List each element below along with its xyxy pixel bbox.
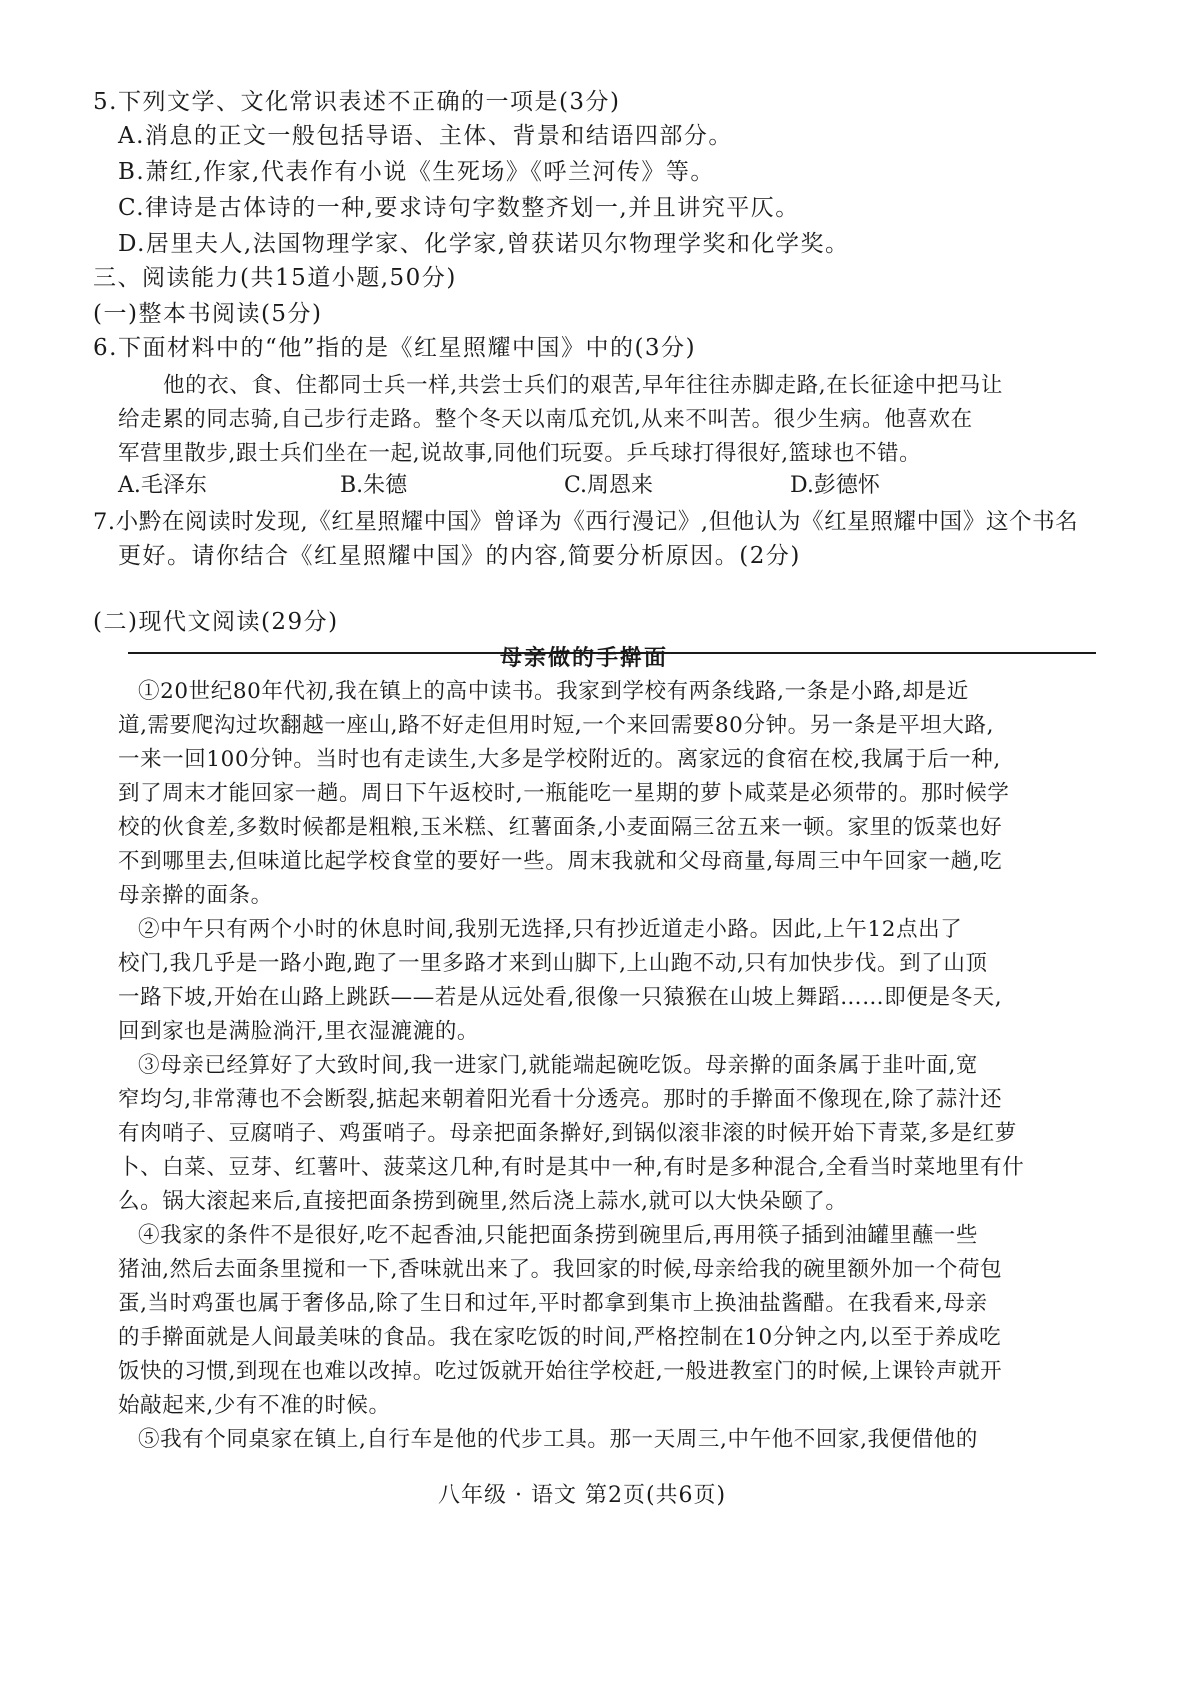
article-line: ⑤我有个同桌家在镇上,自行车是他的代步工具。那一天周三,中午他不回家,我便借他的 — [138, 1427, 979, 1452]
q5-option-a: A.消息的正文一般包括导语、主体、背景和结语四部分。 — [118, 123, 733, 149]
article-line: 回到家也是满脸淌汗,里衣湿漉漉的。 — [118, 1019, 480, 1044]
q6-option-b: B.朱德 — [340, 473, 408, 498]
article-line: 卜、白菜、豆芽、红薯叶、菠菜这几种,有时是其中一种,有时是多种混合,全看当时菜地里有什 — [118, 1155, 1025, 1180]
article-line: 的手擀面就是人间最美味的食品。我在家吃饭的时间,严格控制在10分钟之内,以至于养成吃 — [118, 1325, 1002, 1350]
article-title: 母亲做的手擀面 — [500, 645, 669, 671]
article-line: 母亲擀的面条。 — [118, 883, 273, 908]
q7-line: 7.小黔在阅读时发现,《红星照耀中国》曾译为《西行漫记》,但他认为《红星照耀中国》这个书名 — [93, 509, 1079, 535]
q6-option-c: C.周恩来 — [564, 473, 654, 498]
article-line: 蛋,当时鸡蛋也属于奢侈品,除了生日和过年,平时都拿到集市上换油盐酱醋。在我看来,母亲 — [118, 1291, 988, 1316]
article-line: 么。锅大滚起来后,直接把面条捞到碗里,然后浇上蒜水,就可以大快朵颐了。 — [118, 1189, 848, 1214]
q6-option-a: A.毛泽东 — [118, 473, 207, 498]
q5-option-c: C.律诗是古体诗的一种,要求诗句字数整齐划一,并且讲究平仄。 — [118, 195, 800, 221]
section-title: 三、阅读能力(共15道小题,50分) — [93, 265, 457, 291]
article-line: 始敲起来,少有不准的时候。 — [118, 1393, 391, 1418]
article-line: 一来一回100分钟。当时也有走读生,大多是学校附近的。离家远的食宿在校,我属于后一种, — [118, 747, 1001, 772]
q7-line: 更好。请你结合《红星照耀中国》的内容,简要分析原因。(2分) — [118, 543, 801, 569]
q5-option-b: B.萧红,作家,代表作有小说《生死场》《呼兰河传》等。 — [118, 159, 715, 185]
page-footer: 八年级 · 语文 第2页(共6页) — [438, 1483, 727, 1508]
article-line: 道,需要爬沟过坎翻越一座山,路不好走但用时短,一个来回需要80分钟。另一条是平坦大路, — [118, 713, 994, 738]
part1-heading: (一)整本书阅读(5分) — [93, 301, 323, 327]
q6-stem: 6.下面材料中的“他”指的是《红星照耀中国》中的(3分) — [93, 335, 697, 361]
q6-material-line: 军营里散步,跟士兵们坐在一起,说故事,同他们玩耍。乒乓球打得很好,篮球也不错。 — [118, 441, 922, 466]
article-line: 校门,我几乎是一路小跑,跑了一里多路才来到山脚下,上山跑不动,只有加快步伐。到了山顶 — [118, 951, 988, 976]
article-line: 到了周末才能回家一趟。周日下午返校时,一瓶能吃一星期的萝卜咸菜是必须带的。那时候学 — [118, 781, 1010, 806]
article-line: 一路下坡,开始在山路上跳跃——若是从远处看,很像一只猿猴在山坡上舞蹈……即便是冬天, — [118, 985, 1003, 1010]
q6-material-line: 他的衣、食、住都同士兵一样,共尝士兵们的艰苦,早年往往赤脚走路,在长征途中把马让 — [163, 373, 1004, 398]
article-line: 不到哪里去,但味道比起学校食堂的要好一些。周末我就和父母商量,每周三中午回家一趟,吃 — [118, 849, 1003, 874]
article-line: 猪油,然后去面条里搅和一下,香味就出来了。我回家的时候,母亲给我的碗里额外加一个荷包 — [118, 1257, 1003, 1282]
q6-option-d: D.彭德怀 — [790, 473, 880, 498]
q5-option-d: D.居里夫人,法国物理学家、化学家,曾获诺贝尔物理学奖和化学奖。 — [118, 231, 850, 257]
part2-heading: (二)现代文阅读(29分) — [93, 609, 339, 635]
article-line: 饭快的习惯,到现在也难以改掉。吃过饭就开始往学校赶,一般进教室门的时候,上课铃声就开 — [118, 1359, 1003, 1384]
article-line: 有肉哨子、豆腐哨子、鸡蛋哨子。母亲把面条擀好,到锅似滚非滚的时候开始下青菜,多是红萝 — [118, 1121, 1017, 1146]
article-line: ①20世纪80年代初,我在镇上的高中读书。我家到学校有两条线路,一条是小路,却是近 — [138, 679, 969, 704]
article-line: ③母亲已经算好了大致时间,我一进家门,就能端起碗吃饭。母亲擀的面条属于韭叶面,宽 — [138, 1053, 979, 1078]
q5-stem: 5.下列文学、文化常识表述不正确的一项是(3分) — [93, 89, 621, 115]
article-line: ④我家的条件不是很好,吃不起香油,只能把面条捞到碗里后,再用筷子插到油罐里蘸一些 — [138, 1223, 979, 1248]
q6-material-line: 给走累的同志骑,自己步行走路。整个冬天以南瓜充饥,从来不叫苦。很少生病。他喜欢在 — [118, 407, 973, 432]
article-line: 校的伙食差,多数时候都是粗粮,玉米糕、红薯面条,小麦面隔三岔五来一顿。家里的饭菜也好 — [118, 815, 1003, 840]
article-line: ②中午只有两个小时的休息时间,我别无选择,只有抄近道走小路。因此,上午12点出了 — [138, 917, 963, 942]
article-line: 窄均匀,非常薄也不会断裂,掂起来朝着阳光看十分透亮。那时的手擀面不像现在,除了蒜汁还 — [118, 1087, 1003, 1112]
